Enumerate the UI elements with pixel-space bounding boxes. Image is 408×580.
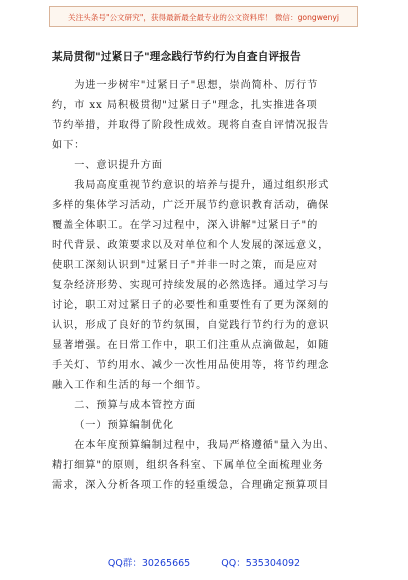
body-line: 认识，形成了良好的节约氛围，自觉践行节约行为的意识	[52, 320, 330, 331]
document-title: 某局贯彻"过紧日子"理念践行节约行为自查自评报告	[52, 51, 301, 63]
body-line: 复杂经济形势、实现可持续发展的必然选择。通过学习与	[52, 280, 330, 291]
body-line: 融入工作和生活的每一个细节。	[52, 380, 208, 391]
body-line: 精打细算"的原则，组织各科室、下属单位全面梳理业务	[52, 460, 324, 471]
body-line: 如下：	[52, 140, 86, 151]
section-heading: 一、意识提升方面	[74, 160, 163, 171]
body-line: 讨论，职工对过紧日子的必要性和重要性有了更为深刻的	[52, 300, 330, 311]
footer-contact	[0, 557, 408, 571]
promo-banner: 关注头条号"公文研究"，获得最新最全最专业的公文资料库！ 微信：gongwenyj	[49, 6, 358, 27]
body-line: 需求，深入分析各项工作的轻重缓急，合理确定预算项目	[52, 480, 330, 491]
section-heading: 二、预算与成本管控方面	[74, 400, 197, 411]
body-line: 覆盖全体职工。在学习过程中，深入讲解"过紧日子"的	[52, 220, 319, 231]
body-line: 显著增强。在日常工作中，职工们注重从点滴做起，如随	[52, 340, 330, 351]
body-line: 节约举措，并取得了阶段性成效。现将自查自评情况报告	[52, 120, 330, 131]
subsection-heading: （一）预算编制优化	[74, 420, 174, 431]
qq-group-number: QQ群：30265665	[107, 558, 191, 569]
qq-number: QQ：535304092	[221, 558, 301, 569]
body-line: 手关灯、节约用水、减少一次性用品使用等，将节约理念	[52, 360, 330, 371]
body-line: 我局高度重视节约意识的培养与提升，通过组织形式	[74, 180, 330, 191]
body-line: 为进一步树牢"过紧日子"思想，崇尚简朴、厉行节	[74, 80, 319, 91]
body-line: 多样的集体学习活动，广泛开展节约意识教育活动，确保	[52, 200, 330, 211]
body-line: 时代背景、政策要求以及对单位和个人发展的深远意义，	[52, 240, 330, 251]
body-line: 使职工深刻认识到"过紧日子"并非一时之策，而是应对	[52, 260, 319, 271]
document-body	[52, 76, 352, 496]
body-line: 约，市 xx 局积极贯彻"过紧日子"理念，扎实推进各项	[52, 100, 318, 111]
body-line: 在本年度预算编制过程中，我局严格遵循"量入为出、	[74, 440, 335, 451]
